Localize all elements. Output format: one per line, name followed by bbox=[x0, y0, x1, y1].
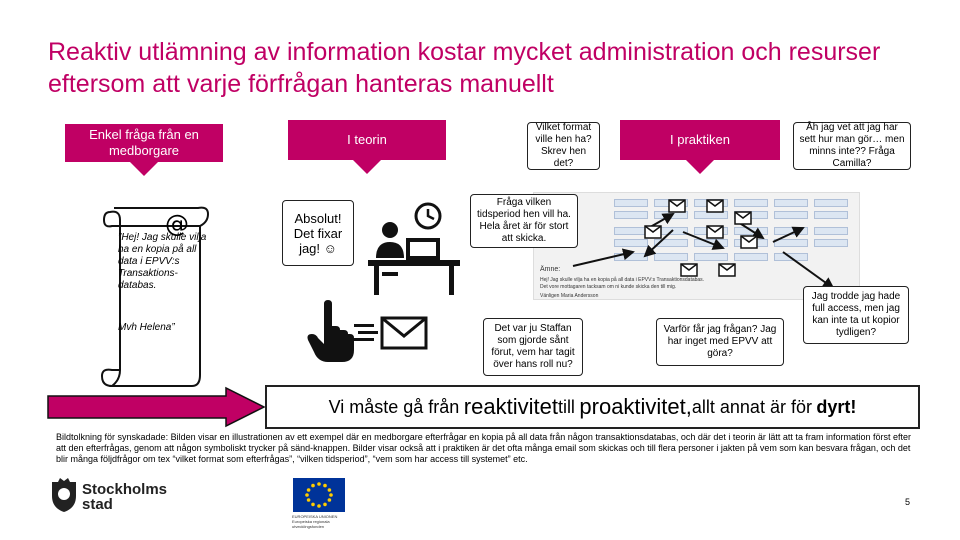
eu-flag-icon bbox=[293, 478, 345, 512]
scroll-letter-icon bbox=[100, 200, 215, 390]
person-at-computer-icon bbox=[368, 200, 460, 295]
practice-box bbox=[620, 120, 780, 160]
letter-body: ”Hej! Jag skulle vilja ha en kopia på all data i EPVV:s Transaktions-databas. bbox=[118, 232, 207, 291]
theory-arrow-icon bbox=[353, 160, 381, 174]
eu-label: EUROPEISKA UNIONEN Europeiska regionala utvecklingsfonden bbox=[292, 514, 338, 529]
proactivity-banner bbox=[265, 385, 920, 429]
practice-label: I praktiken bbox=[670, 132, 730, 147]
practice-arrow-icon bbox=[686, 160, 714, 174]
arrow-right-icon bbox=[46, 386, 268, 428]
format-bubble: Vilket format ville hen ha? Skrev hen det? bbox=[527, 122, 600, 170]
email-flow-arrows bbox=[533, 192, 860, 300]
citizen-box bbox=[65, 124, 223, 162]
stockholm-crest-icon bbox=[50, 478, 78, 512]
varfor-bubble: Varför får jag frågan? Jag har inget med EPVV att göra? bbox=[656, 318, 784, 366]
email-line: Det vore mottagaren tacksam om ni kunde skicka den till mig. bbox=[540, 284, 677, 290]
email-sender: Vänligen Maria Andersson bbox=[540, 293, 599, 299]
banner-part: dyrt! bbox=[816, 396, 857, 417]
email-label: Ämne: bbox=[540, 266, 561, 273]
eu-stars bbox=[293, 478, 345, 512]
slide-title: Reaktiv utlämning av information kostar mycket administration och resurser eftersom att varje förfrågan hanteras manuellt bbox=[48, 38, 881, 98]
stockholm-logo-text: Stockholms stad bbox=[82, 481, 168, 513]
banner-part: till bbox=[557, 396, 575, 417]
email-subject: Hej! Jag skulle vilja ha en kopia på all data i EPVV:s Transaktionsdatabas. bbox=[540, 277, 705, 283]
envelope-icon bbox=[380, 316, 428, 350]
hand-pointer-icon bbox=[306, 300, 356, 362]
banner-part: allt annat är för bbox=[691, 396, 812, 417]
citizen-arrow-icon bbox=[130, 162, 158, 176]
trodde-bubble: Jag trodde jag hade full access, men jag kan inte ta ut kopior tydligen? bbox=[803, 286, 909, 344]
citizen-label: Enkel fråga från en medborgare bbox=[89, 127, 199, 158]
image-description: Bildtolkning för synskadade: Bilden visar en illustrationen av ett exempel där en medborgare efterfrågar en kopia på all data från någon transaktionsdatabas, och där det i teorin är lätt att ta fram information först efter att den efterfrågas, genom att någon symboliskt trycker på sänd-knappen. Bilder visar också att i praktiken är det ofta många email som skickas och till flera personer i jakten på vem som kan besvara frågan, och det blir många följdfrågor om tex “vilket format som efterfrågas”, “vilken tidsperiod”, “vem som har access till systemet” etc. bbox=[56, 432, 911, 464]
staffan-bubble: Det var ju Staffan som gjorde sånt förut, vem har tagit över hans roll nu? bbox=[483, 318, 583, 376]
page-number: 5 bbox=[905, 497, 911, 507]
camilla-bubble: Åh jag vet att jag har sett hur man gör… men minns inte?? Fråga Camilla? bbox=[793, 122, 911, 170]
banner-part: proaktivitet, bbox=[579, 394, 692, 419]
theory-box bbox=[288, 120, 446, 160]
at-sign-icon: @ bbox=[165, 210, 189, 238]
theory-label: I teorin bbox=[347, 132, 387, 147]
tidsperiod-bubble: Fråga vilken tidsperiod hen vill ha. Hela året är för stort att skicka. bbox=[470, 194, 578, 248]
banner-part: Vi måste gå från bbox=[328, 396, 460, 417]
arrow-right-icon bbox=[354, 320, 380, 344]
banner-part: reaktivitet bbox=[463, 394, 558, 419]
absolut-bubble: Absolut! Det fixar jag! ☺ bbox=[282, 200, 354, 266]
letter-sign: Mvh Helena” bbox=[118, 322, 175, 333]
